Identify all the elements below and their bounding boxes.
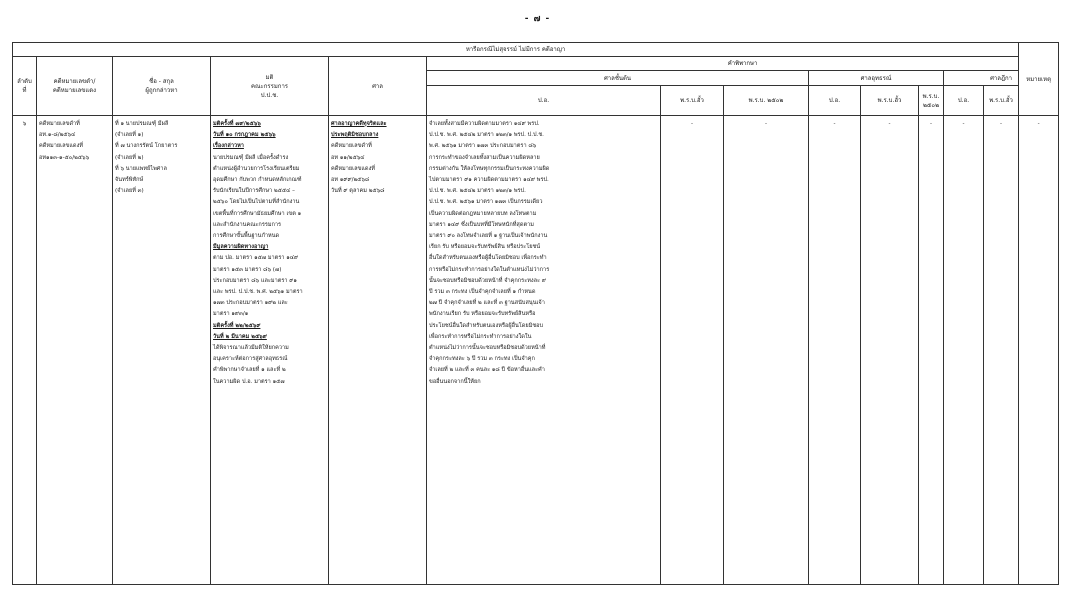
cell-first-hua: - — [661, 116, 724, 585]
text-line: ๑๗๓ ประกอบมาตรา ๑๙๒ และ — [213, 300, 288, 307]
text-line: นายปรมณฑ์ุ มีผลี เมื่อครั้งดำรง — [213, 154, 289, 161]
text-line: อุดมศึกษา กับพวก กำหนดหลักเกณฑ์ — [213, 177, 302, 184]
text-line: เป็นความผิดต่อกฎหมายหลายบท ลงโทษตาม — [429, 210, 537, 217]
sub-appeal-po: ป.อ. — [809, 86, 861, 116]
header-supreme-court: ศาลฎีกา — [944, 71, 1059, 86]
text-line: เรียก รับ หรือยอมจะรับทรัพย์สิน หรือประโยชน์ — [429, 244, 541, 251]
text-line: มติครั้งที่ ๒๒/๒๕๖๙ — [213, 322, 261, 329]
text-line: คำพิพากษาจำเลยที่ ๑ และที่ ๒ — [213, 367, 286, 374]
text-line: อื่นใดสำหรับตนเองหรือผู้อื่นโดยมิชอบ เพื่อกระทำ — [429, 255, 547, 262]
text-line: ประกอบมาตรา ๘๖ และมาตรา ๙๑ — [213, 277, 297, 284]
text-line: เรื่องกล่าวหา — [213, 143, 244, 150]
cell-supreme-po: - — [944, 116, 984, 585]
text-line: จำเลยที่ ๒ และที่ ๓ คนละ ๑๘ ปี ข้อหาอื่นและคำ — [429, 367, 545, 374]
text-line: มาตรา ๙๐ ลงโทษจำเลยที่ ๑ ฐานเป็นเจ้าพนักงาน — [429, 233, 548, 240]
sub-supreme-po: ป.อ. — [944, 86, 984, 116]
sub-supreme-hua: พ.ร.บ.ฮั้ว — [984, 86, 1019, 116]
cell-court — [329, 116, 427, 585]
header-remark: หมายเหตุ — [1019, 43, 1059, 116]
text-line: ป.ป.ช. พ.ศ. ๒๕๔๒ มาตรา ๑๒๓/๑ พรป. ป.ป.ช. — [429, 132, 544, 139]
cell-appeal-hua: - — [861, 116, 919, 585]
page-number: - ๗ - — [524, 14, 551, 24]
cell-supreme-hua: - — [984, 116, 1019, 585]
text-line: คดีหมายเลขดำที่ — [331, 143, 372, 150]
text-line: มาตรา ๑๔๙ ซึ่งเป็นบทที่มีโทษหนักที่สุดตาม — [429, 221, 534, 228]
text-line: พนักงานเรียก รับ หรือยอมจะรับทรัพย์สินหรือ — [429, 311, 536, 318]
text-line: ขออื่นนอกจากนี้ให้ยก — [429, 378, 481, 385]
text-line: คดีหมายเลขแดงที่ — [331, 165, 375, 172]
text-line: อนุเคราะห์ต่อการสู่ศาลอุทธรณ์ — [213, 356, 288, 363]
text-line: เขตพื้นที่การศึกษามัธยมศึกษา เขต ๑ — [213, 210, 302, 217]
text-line: ประพฤติมิชอบกลาง — [331, 132, 379, 139]
text-line: ตาม ปอ. มาตรา ๑๕๗ มาตรา ๑๔๙ — [213, 255, 299, 262]
text-line: อท ๑๑/๒๕๖๔ — [331, 154, 365, 161]
text-line: ไปตามมาตรา ๙๑ ความผิดตามมาตรา ๑๔๙ พรป. — [429, 177, 549, 184]
text-line: ป.ป.ช. พ.ศ. ๒๕๔๒ มาตรา ๑๒๓/๑ พรป. — [429, 188, 526, 195]
text-line: ศาลอาญาคดีทุจริตและ — [331, 121, 387, 127]
text-line: และ พรป. ป.ป.ช. พ.ศ. ๒๕๖๑ มาตรา — [213, 289, 303, 296]
text-line: จำคุกกระทงละ ๖ ปี รวม ๓ กระทง เป็นจำคุก — [429, 356, 535, 363]
text-line: การกระทำของจำเลยทั้งสามเป็นความผิดหลาย — [429, 154, 540, 161]
header-court: ศาล — [329, 57, 427, 116]
cell-appeal-2502: - — [919, 116, 944, 585]
text-line: จำเลยทั้งสามมีความผิดตามมาตรา ๑๔๙ พรป. — [429, 121, 540, 127]
header-no: ลำดับ ที่ — [13, 57, 37, 116]
text-line: และสำนักงานคณะกรรมการ — [213, 221, 282, 228]
header-appeal-court: ศาลอุทธรณ์ — [809, 71, 944, 86]
cell-supreme-2502: - — [1019, 116, 1059, 585]
text-line: มติครั้งที่ ๗๙/๒๕๖๖ — [213, 121, 261, 127]
text-line: ในความผิด ป.อ. มาตรา ๑๕๗ — [213, 378, 285, 385]
header-case-no: คดีหมายเลขดำ/ คดีหมายเลขแดง — [37, 57, 113, 116]
header-accused: ชื่อ - สกุล ผู้ถูกกล่าวหา — [113, 57, 211, 116]
text-line: ประโยชน์อื่นใดสำหรับตนเองหรือผู้อื่นโดยมิชอบ — [429, 322, 544, 329]
text-line: นั้นจะชอบหรือมิชอบด้วยหน้าที่ จำคุกกระทงละ ๙ — [429, 277, 546, 284]
sub-first-hua: พ.ร.บ.ฮั้ว — [661, 86, 724, 116]
text-line: มาตรา ๑๕๓ มาตรา ๘๖ (๗) — [213, 266, 282, 273]
text-line: ป.ป.ช. พ.ศ. ๒๕๖๑ มาตรา ๑๗๓ เป็นกรรมเดียว — [429, 199, 543, 206]
text-line: พ.ศ. ๒๕๖๑ มาตรา ๑๗๓ ประกอบมาตรา ๘๖ — [429, 143, 537, 150]
sub-first-po: ป.อ. — [427, 86, 661, 116]
cell-accused: ที่ ๑ นายปรมณฑ์ุ มีผลี (จำเลยที่ ๑) ที่ ๗ นางกรรัตน์ โกยาตาร (จำเลยที่ ๒) ที่ ๖ นายแพทย์ไพศาล จันทร์พิทักษ์ (จำเลยที่ ๓) — [113, 116, 211, 585]
text-line: ปี รวม ๓ กระทง เป็นจำคุกจำเลยที่ ๑ กำหนด — [429, 289, 536, 296]
text-line: อท ๑๙๙/๒๕๖๘ — [331, 177, 370, 184]
text-line: ๒๕๖๐ โดยไม่เป็นไปตามที่สำนักงาน — [213, 199, 300, 206]
text-line: ๒๗ ปี จำคุกจำเลยที่ ๒ และที่ ๓ ฐานสนับสนุนเจ้า — [429, 300, 545, 307]
cell-case-no: คดีหมายเลขดำที่ อท.๑-๘/๒๕๖๔ คดีหมายเลขแดงที่ อท๑๑๓-๑-๕๐/๒๕๖๖ — [37, 116, 113, 585]
table-title: หารือกรณีไม่สุจรรม์ ไม่มีการ คดีอาญา — [13, 43, 1019, 57]
cell-first-2502: - — [724, 116, 809, 585]
sub-first-2502: พ.ร.บ. ๒๕๐๒ — [724, 86, 809, 116]
table-row — [13, 116, 1059, 585]
sub-appeal-2502: พ.ร.บ. ๒๕๐๒ — [919, 86, 944, 116]
text-line: วันที่ ๑๐ กรกฎาคม ๒๕๖๖ — [213, 132, 276, 139]
text-line: มาตรา ๑๙๓/๑ — [213, 311, 249, 318]
cell-first-po — [427, 116, 661, 585]
cell-resolution — [211, 116, 329, 585]
header-judgment: คำพิพากษา — [427, 57, 1059, 71]
text-line: ตำแหน่งผู้อำนวยการโรงเรียนเตรียม — [213, 165, 300, 172]
text-line: การหรือไม่กระทำการอย่างใดในตำแหน่งไม่ว่าการ — [429, 266, 550, 273]
text-line: เพื่อกระทำการหรือไม่กระทำการอย่างใดใน — [429, 333, 532, 340]
text-line: รับนักเรียนในปีการศึกษา ๒๕๕๔ – — [213, 188, 295, 195]
cell-appeal-po: - — [809, 116, 861, 585]
sub-appeal-hua: พ.ร.บ.ฮั้ว — [861, 86, 919, 116]
header-first-court: ศาลชั้นต้น — [427, 71, 809, 86]
text-line: ได้พิจารณาแล้วมีมติให้ยกความ — [213, 345, 289, 352]
text-line: กรรมต่างกัน ให้ลงโทษทุกกรรมเป็นกระทงความผิด — [429, 165, 550, 172]
text-line: วันที่ ๒ มีนาคม ๒๕๖๙ — [213, 333, 267, 340]
text-line: ตำแหน่งไม่ว่าการนั้นจะชอบหรือมิชอบด้วยหน้าที่ — [429, 345, 546, 352]
case-table — [12, 42, 1059, 585]
header-resolution: มติ คณะกรรมการ ป.ป.ช. — [211, 57, 329, 116]
text-line: มีมูลความผิดทางอาญา — [213, 244, 269, 251]
cell-no: ๖ — [13, 116, 37, 585]
text-line: การศึกษาขั้นพื้นฐานกำหนด — [213, 233, 280, 240]
text-line: วันที่ ๙ ตุลาคม ๒๕๖๘ — [331, 188, 385, 195]
